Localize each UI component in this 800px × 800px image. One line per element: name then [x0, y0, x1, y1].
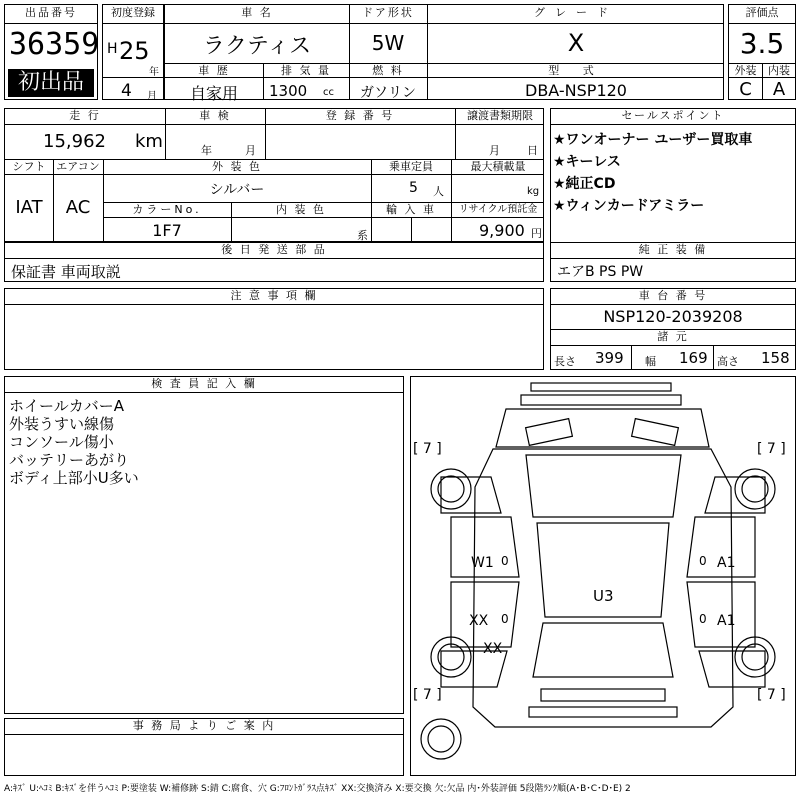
recycle-label: リサイクル預託金: [458, 204, 538, 215]
history: 自家用: [189, 84, 238, 103]
mark-rear-left-fender: XX: [483, 641, 503, 657]
exterior-grade: C: [739, 79, 752, 100]
fuel: ガソリン: [360, 85, 416, 101]
sales-point: ★ワンオーナー ユーザー買取車: [553, 132, 753, 148]
sales-point: ★ウィンカードアミラー: [553, 198, 705, 214]
first-registration-label: 初度登録: [111, 6, 155, 19]
interior-color-unit: 系: [357, 229, 368, 242]
roof-mark: U3: [593, 587, 614, 605]
exterior-label: 外装: [734, 64, 757, 77]
max-load-label: 最大積載量: [470, 160, 526, 173]
tire-front-left: [431, 469, 471, 509]
chassis-label: 車 台 番 号: [638, 289, 708, 302]
equipment: エアB PS PW: [557, 264, 644, 280]
later-parts: 保証書 車両取説: [11, 263, 121, 281]
details-box: [4, 108, 544, 242]
era: H: [107, 41, 118, 57]
zero-mark: 0: [501, 554, 509, 568]
mileage-label: 走 行: [69, 109, 101, 122]
tire-mark-rr: [ 7 ]: [757, 687, 786, 703]
inspector-note: 外装うすい線傷: [9, 415, 115, 433]
tire-mark-fl: [ 7 ]: [413, 441, 442, 457]
interior-label: 内装: [768, 64, 790, 77]
zero-mark: 0: [501, 612, 509, 626]
chassis-box: [550, 288, 796, 370]
inspector-note: ホイールカバーA: [9, 397, 124, 415]
history-label: 車 歴: [198, 64, 230, 77]
notes-label: 注 意 事 項 欄: [230, 289, 318, 302]
score-box: [728, 4, 796, 100]
aircon-label: エアコン: [56, 160, 100, 173]
inspector-label: 検 査 員 記 入 欄: [151, 377, 257, 390]
model-code: DBA-NSP120: [525, 81, 627, 100]
interior-color-label: 内 装 色: [276, 203, 326, 216]
lot-number: 36359: [9, 27, 100, 62]
main-info-box: [164, 4, 724, 103]
inspector-note: コンソール傷小: [9, 433, 114, 451]
transfer-month-unit: 月: [489, 144, 500, 157]
shift: IAT: [15, 197, 43, 218]
office-box: [4, 718, 404, 776]
exterior-color-label: 外 装 色: [212, 160, 262, 173]
color-number: 1F7: [152, 221, 182, 240]
windshield: [526, 455, 681, 517]
exterior-color: シルバー: [209, 182, 265, 198]
sales-points-box: [550, 108, 796, 258]
first-reg-year: 25: [119, 37, 150, 65]
lot-number-label: 出品番号: [25, 6, 77, 19]
grade: X: [567, 29, 585, 57]
chassis-number: NSP120-2039208: [603, 307, 743, 326]
capacity-label: 乗車定員: [389, 160, 433, 173]
inspector-note: バッテリーあがり: [9, 451, 130, 469]
front-bumper-top: [531, 383, 671, 391]
sales-points-label: セールスポイント: [621, 109, 725, 122]
later-parts-label: 後 日 発 送 部 品: [221, 243, 327, 256]
score-label: 評価点: [745, 6, 779, 19]
aircon: AC: [65, 197, 91, 218]
import-label: 輸 入 車: [386, 203, 436, 216]
later-parts-box: [4, 242, 544, 282]
first-reg-month: 4: [121, 81, 132, 101]
front-bumper: [521, 395, 681, 405]
mileage-unit: km: [135, 131, 163, 152]
first-registration-box: [102, 4, 164, 100]
inspection-year-unit: 年: [201, 144, 212, 157]
tire-mark-rl: [ 7 ]: [413, 687, 442, 703]
car-name: ラクティス: [202, 34, 312, 59]
transfer-day-unit: 日: [527, 144, 538, 157]
rear-window: [533, 623, 673, 677]
car-name-label: 車 名: [241, 6, 273, 19]
height-label: 高さ: [717, 355, 739, 368]
rear-bumper: [541, 689, 665, 701]
mark-front-right-door: A1: [717, 555, 736, 571]
interior-grade: A: [772, 79, 786, 100]
grade-label: グレード: [534, 6, 618, 19]
color-number-label: カラーNo.: [132, 203, 202, 216]
model-label: 型 式: [548, 64, 604, 77]
load-unit: kg: [527, 186, 540, 197]
inspection-label: 車 検: [199, 109, 231, 122]
spare-tire: [421, 719, 461, 759]
door-type: 5W: [371, 31, 405, 55]
month-unit: 月: [147, 91, 157, 102]
tire-mark-fr: [ 7 ]: [757, 441, 786, 457]
displacement-label: 排 気 量: [281, 64, 331, 77]
width-label: 幅: [645, 355, 656, 368]
score: 3.5: [739, 27, 785, 60]
mark-rear-left-door: XX: [469, 613, 489, 629]
registration-number-label: 登 録 番 号: [325, 109, 395, 122]
length: 399: [595, 349, 624, 367]
sales-point: ★純正CD: [553, 176, 616, 192]
mark-front-left-door: W1: [471, 555, 494, 571]
lot-number-box: [4, 4, 98, 100]
inspection-month-unit: 月: [245, 144, 256, 157]
sales-point: ★キーレス: [553, 154, 621, 170]
inspector-box: [4, 376, 404, 714]
legend: A:ｷｽﾞ U:ﾍｺﾐ B:ｷｽﾞを伴うﾍｺﾐ P:要塗装 W:補修跡 S:錆 C:腐食、穴 G:ﾌﾛﾝﾄｶﾞﾗｽ点ｷｽﾞ XX:交換済み X:要交換 欠:欠品 内･外装評価 5段階ﾗﾝｸ順(A･B･C･D･E) 2: [4, 784, 631, 794]
equipment-box: [550, 242, 796, 282]
length-label: 長さ: [554, 355, 576, 368]
tire-front-right: [735, 469, 775, 509]
displacement: 1300: [269, 82, 308, 100]
mark-rear-right-door: A1: [717, 613, 736, 629]
car-diagram-box: [410, 376, 796, 776]
capacity-unit: 人: [433, 185, 444, 198]
spec-label: 諸 元: [657, 330, 689, 343]
fuel-label: 燃 料: [372, 64, 404, 77]
displacement-unit: cc: [323, 87, 334, 98]
shift-label: シフト: [12, 160, 46, 173]
mileage: 15,962: [43, 131, 106, 152]
transfer-deadline-label: 譲渡書類期限: [467, 109, 533, 122]
door-label: ドア形状: [362, 6, 414, 19]
office-label: 事 務 局 よ り ご 案 内: [132, 719, 276, 732]
car-diagram: [411, 377, 795, 775]
recycle-unit: 円: [531, 227, 542, 240]
year-unit: 年: [149, 67, 159, 78]
zero-mark: 0: [699, 554, 707, 568]
zero-mark: 0: [699, 612, 707, 626]
inspector-note: ボディ上部小U多い: [9, 469, 139, 487]
width: 169: [679, 349, 708, 367]
equipment-label: 純 正 装 備: [638, 243, 708, 256]
capacity: 5: [409, 180, 418, 196]
height: 158: [761, 349, 790, 367]
first-listing-badge: 初出品: [8, 69, 94, 97]
notes-box: [4, 288, 544, 370]
recycle-fee: 9,900: [479, 221, 525, 240]
